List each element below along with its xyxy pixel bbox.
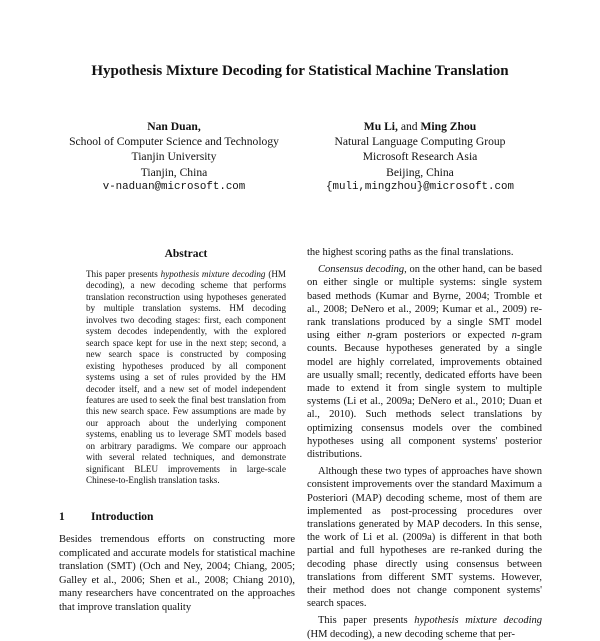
author-email: {muli,mingzhou}@microsoft.com <box>326 180 514 193</box>
author-location: Beijing, China <box>386 165 454 179</box>
right-column-text <box>307 246 542 641</box>
author-name: Nan Duan, <box>147 120 201 133</box>
section-heading-introduction <box>59 511 289 523</box>
abstract-section <box>86 248 286 487</box>
author-institution: Tianjin University <box>131 150 217 164</box>
author-block-right <box>290 119 550 195</box>
author-name-1: Mu Li, <box>363 120 398 133</box>
section-number: 1 <box>59 511 65 523</box>
paragraph: Consensus decoding, on the other hand, can be based on either single or multiple systems: single system based methods (Kumar and Byrne, 2004; Tromble et al., 2008; DeNero et al., 2009; Kumar et al., 2009) re-rank translations produced by a single SMT model using either n-gram posteriors or expected n-gram counts. Because hypotheses generated by a single model are highly correlated, improvements obtained are usually small; recently, dedicated efforts have been made to extend it from single system to multiple systems (Li et al., 2009a; DeNero et al., 2010; Duan et al., 2010). Such methods select translations by optimizing consensus models over the combined hypotheses using all component systems' posterior distributions. <box>307 264 542 461</box>
author-affiliation: School of Computer Science and Technology <box>69 135 279 149</box>
abstract-heading: Abstract <box>164 248 208 260</box>
author-institution: Microsoft Research Asia <box>362 150 478 164</box>
author-affiliation: Natural Language Computing Group <box>334 135 506 149</box>
author-location: Tianjin, China <box>140 165 208 179</box>
abstract-italic-term: hypothesis mixture decoding <box>160 269 266 279</box>
paragraph: Although these two types of approaches have shown consistent improvements over the standard Maximum a Posteriori (MAP) decoding scheme, most of them are implemented as post-processing procedures over translations generated by MAP decoders. In this sense, the work of Li et al. (2009a) is different in that both partial and full hypotheses are re-ranked during the decoding phase directly using consensus between translations from different SMT systems. However, their method does not change component systems' search spaces. <box>307 466 542 610</box>
introduction-text: Besides tremendous efforts on constructing more complicated and accurate models for statistical machine translation (SMT) (Och and Ney, 2004; Chiang, 2005; Galley et al., 2006; Shen et al., 2008; Chiang 2010), many researchers have concentrated on the approaches that improve translation quality <box>59 534 295 613</box>
paragraph: This paper presents hypothesis mixture decoding (HM decoding), a new decoding scheme that per- <box>307 615 542 640</box>
paper-title: Hypothesis Mixture Decoding for Statistical Machine Translation <box>91 63 509 79</box>
author-block-left <box>44 119 304 195</box>
abstract-text: This paper presents hypothesis mixture decoding (HM decoding), a new decoding scheme that performs translation reconstruction using hypotheses generated by multiple translation systems. HM decoding involves two decoding stages: first, each component system decodes independently, with the explored search space kept for use in the next step; second, a new search space is constructed by composing existing hypotheses produced by all component systems using a set of rules provided by the HM decoder itself, and a new set of model independent features are used to seek the final best translation from this new search space. Few assumptions are made by our approach about the underlying component systems, enabling us to leverage SMT models based on arbitrary paradigms. We compare our approach with several related techniques, and demonstrate significant BLEU improvements in large-scale Chinese-to-English translation tasks. <box>86 269 286 486</box>
author-email: v-naduan@microsoft.com <box>102 180 246 193</box>
paragraph: the highest scoring paths as the final translations. <box>307 247 514 258</box>
author-conjunction: and <box>397 120 421 133</box>
author-name-2: Ming Zhou <box>420 120 477 133</box>
section-title: Introduction <box>91 511 154 523</box>
author-names <box>290 119 550 134</box>
